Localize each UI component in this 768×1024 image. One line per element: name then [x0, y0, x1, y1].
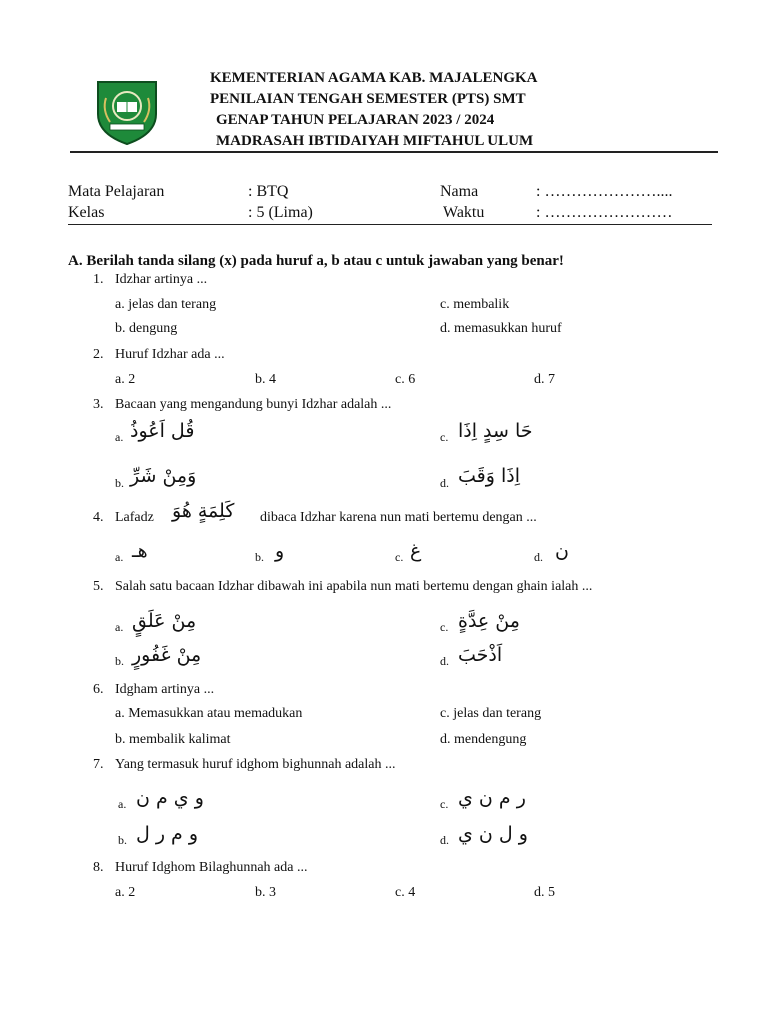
q1-option-b: b. dengung — [115, 321, 178, 336]
q3-option-c-arabic: حَا سِدٍ اِذَا — [458, 420, 533, 442]
q4-option-d-arabic: ن — [555, 540, 569, 562]
q6-option-c: c. jelas dan terang — [440, 706, 542, 721]
q3-option-a-label: a. — [115, 430, 124, 444]
section-a-instruction: A. Berilah tanda silang (x) pada huruf a, b atau c untuk jawaban yang benar! — [68, 253, 564, 269]
header-line-2: PENILAIAN TENGAH SEMESTER (PTS) SMT — [210, 91, 526, 107]
question-1-text: Idzhar artinya ... — [115, 272, 208, 287]
name-label: Nama — [440, 183, 479, 200]
q2-option-d: d. 7 — [534, 372, 555, 387]
subject-label: Mata Pelajaran — [68, 183, 165, 200]
q5-option-d-label: d. — [440, 654, 449, 668]
q5-option-a-arabic: مِنْ عَلَقٍ — [132, 610, 197, 632]
q3-option-d-arabic: اِذَا وَقَبَ — [458, 465, 520, 487]
q7-option-d-label: d. — [440, 833, 449, 847]
q4-option-a-arabic: هـ — [132, 540, 148, 562]
q4-option-d-label: d. — [534, 550, 543, 564]
q5-option-c-arabic: مِنْ عِدَّةٍ — [458, 610, 520, 632]
question-5-number: 5. — [93, 579, 104, 594]
info-divider — [68, 224, 712, 225]
question-8-number: 8. — [93, 860, 104, 875]
name-value: : ………………….... — [536, 183, 673, 200]
header-line-1: KEMENTERIAN AGAMA KAB. MAJALENGKA — [210, 70, 538, 86]
q7-option-a-label: a. — [118, 797, 127, 811]
question-8-text: Huruf Idghom Bilaghunnah ada ... — [115, 860, 308, 875]
q3-option-c-label: c. — [440, 430, 449, 444]
q5-option-a-label: a. — [115, 620, 124, 634]
q2-option-b: b. 4 — [255, 372, 276, 387]
q8-option-c: c. 4 — [395, 885, 416, 900]
q7-option-b-label: b. — [118, 833, 127, 847]
q7-option-a-arabic: و ي م ن — [136, 787, 204, 809]
question-7-text: Yang termasuk huruf idghom bighunnah adalah ... — [115, 757, 396, 772]
subject-value: : BTQ — [248, 183, 289, 200]
time-label: Waktu — [443, 204, 485, 221]
q5-option-b-label: b. — [115, 654, 124, 668]
q4-option-b-arabic: و — [275, 540, 285, 562]
class-label: Kelas — [68, 204, 105, 221]
q7-option-b-arabic: و م ر ل — [136, 823, 199, 845]
q6-option-a: a. Memasukkan atau memadukan — [115, 706, 303, 721]
question-4-text-pre: Lafadz — [115, 510, 154, 525]
question-6-text: Idgham artinya ... — [115, 682, 215, 697]
q5-option-b-arabic: مِنْ غَفُورٍ — [132, 644, 202, 666]
q2-option-c: c. 6 — [395, 372, 416, 387]
question-2-number: 2. — [93, 347, 104, 362]
question-4-arabic-word: كَلِمَةٍ هُوَ — [172, 500, 235, 522]
q8-option-b: b. 3 — [255, 885, 276, 900]
q1-option-a: a. jelas dan terang — [115, 297, 217, 312]
q6-option-d: d. mendengung — [440, 732, 527, 747]
question-2-text: Huruf Idzhar ada ... — [115, 347, 225, 362]
time-value: : …………………… — [536, 204, 673, 221]
q7-option-c-label: c. — [440, 797, 449, 811]
q4-option-b-label: b. — [255, 550, 264, 564]
question-7-number: 7. — [93, 757, 104, 772]
q4-option-a-label: a. — [115, 550, 124, 564]
q3-option-b-label: b. — [115, 476, 124, 490]
q3-option-a-arabic: قُل اَعُوذُ — [130, 420, 195, 442]
q5-option-c-label: c. — [440, 620, 449, 634]
question-5-text: Salah satu bacaan Idzhar dibawah ini apabila nun mati bertemu dengan ghain ialah ... — [115, 579, 593, 594]
header-line-3: GENAP TAHUN PELAJARAN 2023 / 2024 — [216, 112, 495, 128]
header-divider — [70, 151, 718, 153]
q1-option-c: c. membalik — [440, 297, 510, 312]
q7-option-c-arabic: ر م ن ي — [458, 787, 526, 809]
question-1-number: 1. — [93, 272, 104, 287]
header-line-4: MADRASAH IBTIDAIYAH MIFTAHUL ULUM — [216, 133, 534, 149]
question-3-number: 3. — [93, 397, 104, 412]
q6-option-b: b. membalik kalimat — [115, 732, 231, 747]
q3-option-b-arabic: وَمِنْ شَرِّ — [130, 465, 197, 487]
q8-option-a: a. 2 — [115, 885, 136, 900]
q2-option-a: a. 2 — [115, 372, 136, 387]
class-value: : 5 (Lima) — [248, 204, 313, 221]
q8-option-d: d. 5 — [534, 885, 555, 900]
q4-option-c-arabic: غ — [410, 540, 422, 562]
q5-option-d-arabic: اَذْحَبَ — [458, 644, 503, 666]
question-3-text: Bacaan yang mengandung bunyi Idzhar adalah ... — [115, 397, 392, 412]
q1-option-d: d. memasukkan huruf — [440, 321, 562, 336]
school-logo — [92, 76, 162, 146]
question-4-number: 4. — [93, 510, 104, 525]
question-6-number: 6. — [93, 682, 104, 697]
q3-option-d-label: d. — [440, 476, 449, 490]
q4-option-c-label: c. — [395, 550, 404, 564]
question-4-text-post: dibaca Idzhar karena nun mati bertemu dengan ... — [260, 510, 537, 525]
q7-option-d-arabic: و ل ن ي — [458, 823, 528, 845]
